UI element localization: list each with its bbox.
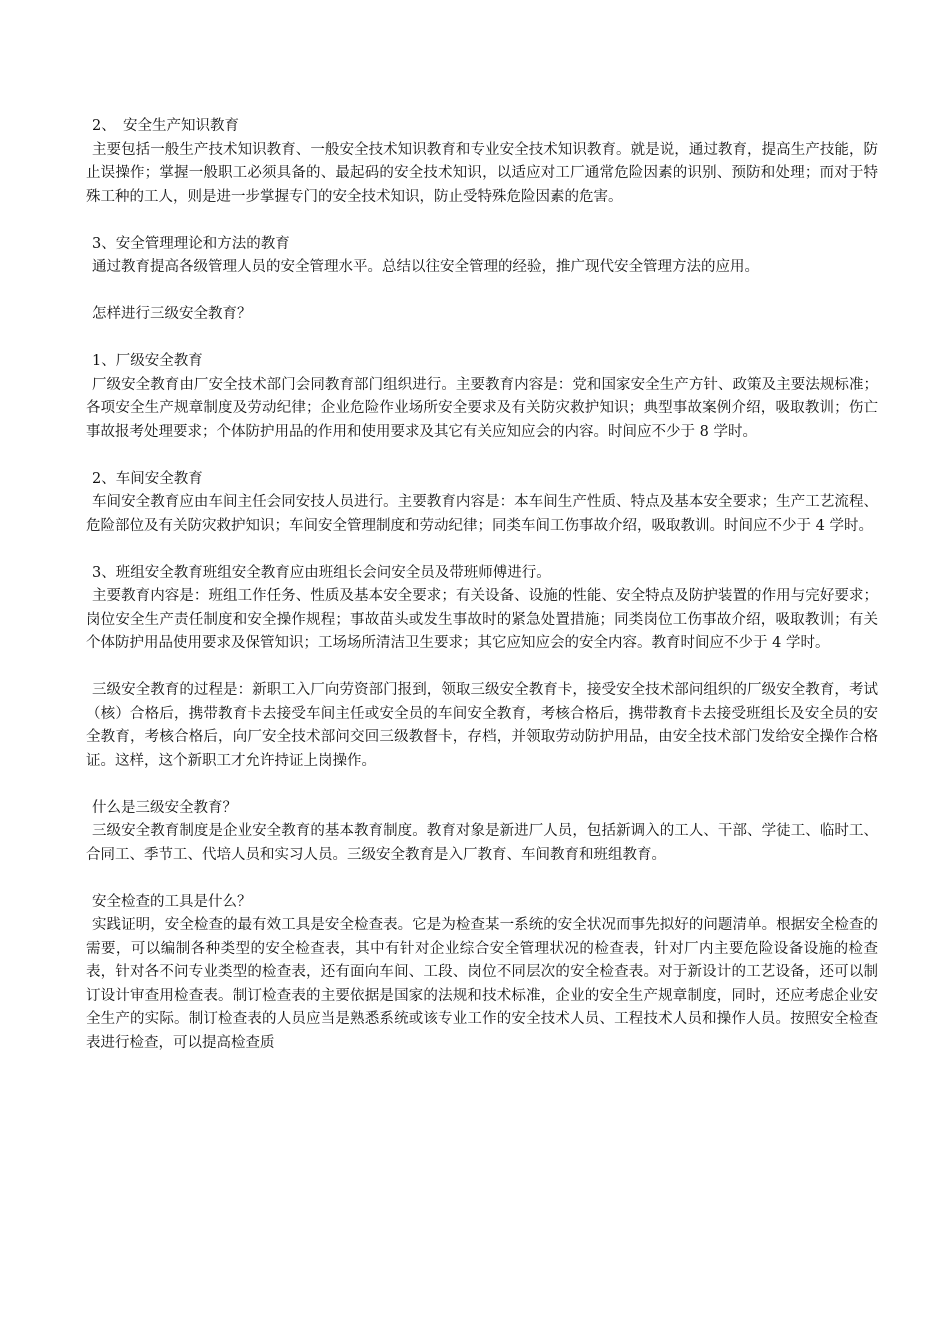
heading-team-level: 3、班组安全教育班组安全教育应由班组长会问安全员及带班师傅进行。 xyxy=(92,564,551,581)
paragraph-workshop-level: 车间安全教育应由车间主任会同安技人员进行。主要教育内容是：本车间生产性质、特点及基本安全要求；生产工艺流程、危险部位及有关防灾救护知识；车间安全管理制度和劳动纪律；同类车间工伤事故介绍，吸取教训。时间应不少于 4 学时。 xyxy=(86,494,878,534)
document-page xyxy=(86,115,878,1055)
paragraph-gap xyxy=(86,327,878,351)
paragraph-inspection-checklist: 实践证明，安全检查的最有效工具是安全检查表。它是为检查某一系统的安全状况而事先拟好的问题清单。根据安全检查的需要，可以编制各种类型的安全检查表，其中有针对企业综合安全管理状况的检查表，针对厂内主要危险设备设施的检查表，针对各不问专业类型的检查表，还有面向车间、工段、岗位不同层次的安全检查表。对于新设计的工艺设备，还可以制订设计审查用检查表。制订检查表的主要依据是国家的法规和技术标准，企业的安全生产规章制度，同时，还应考虑企业安全生产的实际。制订检查表的人员应当是熟悉系统或该专业工作的安全技术人员、工程技术人员和操作人员。按照安全检查表进行检查，可以提高检查质 xyxy=(86,917,878,1051)
paragraph-gap xyxy=(86,656,878,680)
heading-management-theory: 3、安全管理理论和方法的教育 xyxy=(92,235,290,252)
paragraph-gap xyxy=(86,280,878,304)
paragraph-safety-knowledge: 主要包括一般生产技术知识教育、一般安全技术知识教育和专业安全技术知识教育。就是说，通过教育，提高生产技能，防止误操作；掌握一般职工必须具备的、最起码的安全技术知识，以适应对工厂通常危险因素的识别、预防和处理；而对于特殊工种的工人，则是进一步掌握专门的安全技术知识，防止受特殊危险因素的危害。 xyxy=(86,141,878,205)
paragraph-factory-level: 厂级安全教育由厂安全技术部门会同教育部门组织进行。主要教育内容是：党和国家安全生产方针、政策及主要法规标准；各项安全生产规章制度及劳动纪律；企业危险作业场所安全要求及有关防灾救护知识；典型事故案例介绍，吸取教训；伤亡事故报考处理要求；个体防护用品的作用和使用要求及其它有关应知应会的内容。时间应不少于 8 学时。 xyxy=(86,376,878,440)
paragraph-three-level-definition: 三级安全教育制度是企业安全教育的基本教育制度。教育对象是新进厂人员，包括新调入的工人、干部、学徒工、临时工、合同工、季节工、代培人员和实习人员。三级安全教育是入厂教育、车间教育和班组教育。 xyxy=(86,823,878,863)
paragraph-team-level: 主要教育内容是：班组工作任务、性质及基本安全要求；有关设备、设施的性能、安全特点及防护装置的作用与完好要求；岗位安全生产责任制度和安全操作规程；事故苗头或发生事故时的紧急处置措施；同类岗位工伤事故介绍，吸取教训；有关个体防护用品使用要求及保管知识；工场场所清洁卫生要求；其它应知应会的安全内容。教育时间应不少于 4 学时。 xyxy=(86,588,878,651)
paragraph-education-process: 三级安全教育的过程是：新职工入厂向劳资部门报到，领取三级安全教育卡，接受安全技术部问组织的厂级安全教育，考试（核）合格后，携带教育卡去接受车间主任或安全员的车间安全教育，考核合格后，携带教育卡去接受班组长及安全员的安全教育，考核合格后，向厂安全技术部问交回三级教督卡，存档，并领取劳动防护用品，由安全技术部门发给安全操作合格证。这样，这个新职工才允许持证上岗操作。 xyxy=(86,682,878,769)
heading-factory-level: 1、厂级安全教育 xyxy=(92,353,203,369)
heading-workshop-level: 2、车间安全教育 xyxy=(92,470,203,487)
question-how-three-level: 怎样进行三级安全教育？ xyxy=(92,306,252,322)
heading-safety-knowledge: 2、 安全生产知识教育 xyxy=(92,118,239,134)
paragraph-gap xyxy=(86,209,878,233)
paragraph-gap xyxy=(86,538,878,562)
paragraph-gap xyxy=(86,867,878,891)
paragraph-gap xyxy=(86,444,878,468)
paragraph-gap xyxy=(86,773,878,797)
paragraph-management-theory: 通过教育提高各级管理人员的安全管理水平。总结以往安全管理的经验，推广现代安全管理方法的应用。 xyxy=(92,259,759,275)
question-inspection-tool: 安全检查的工具是什么？ xyxy=(92,893,252,910)
question-what-three-level: 什么是三级安全教育？ xyxy=(92,799,237,816)
